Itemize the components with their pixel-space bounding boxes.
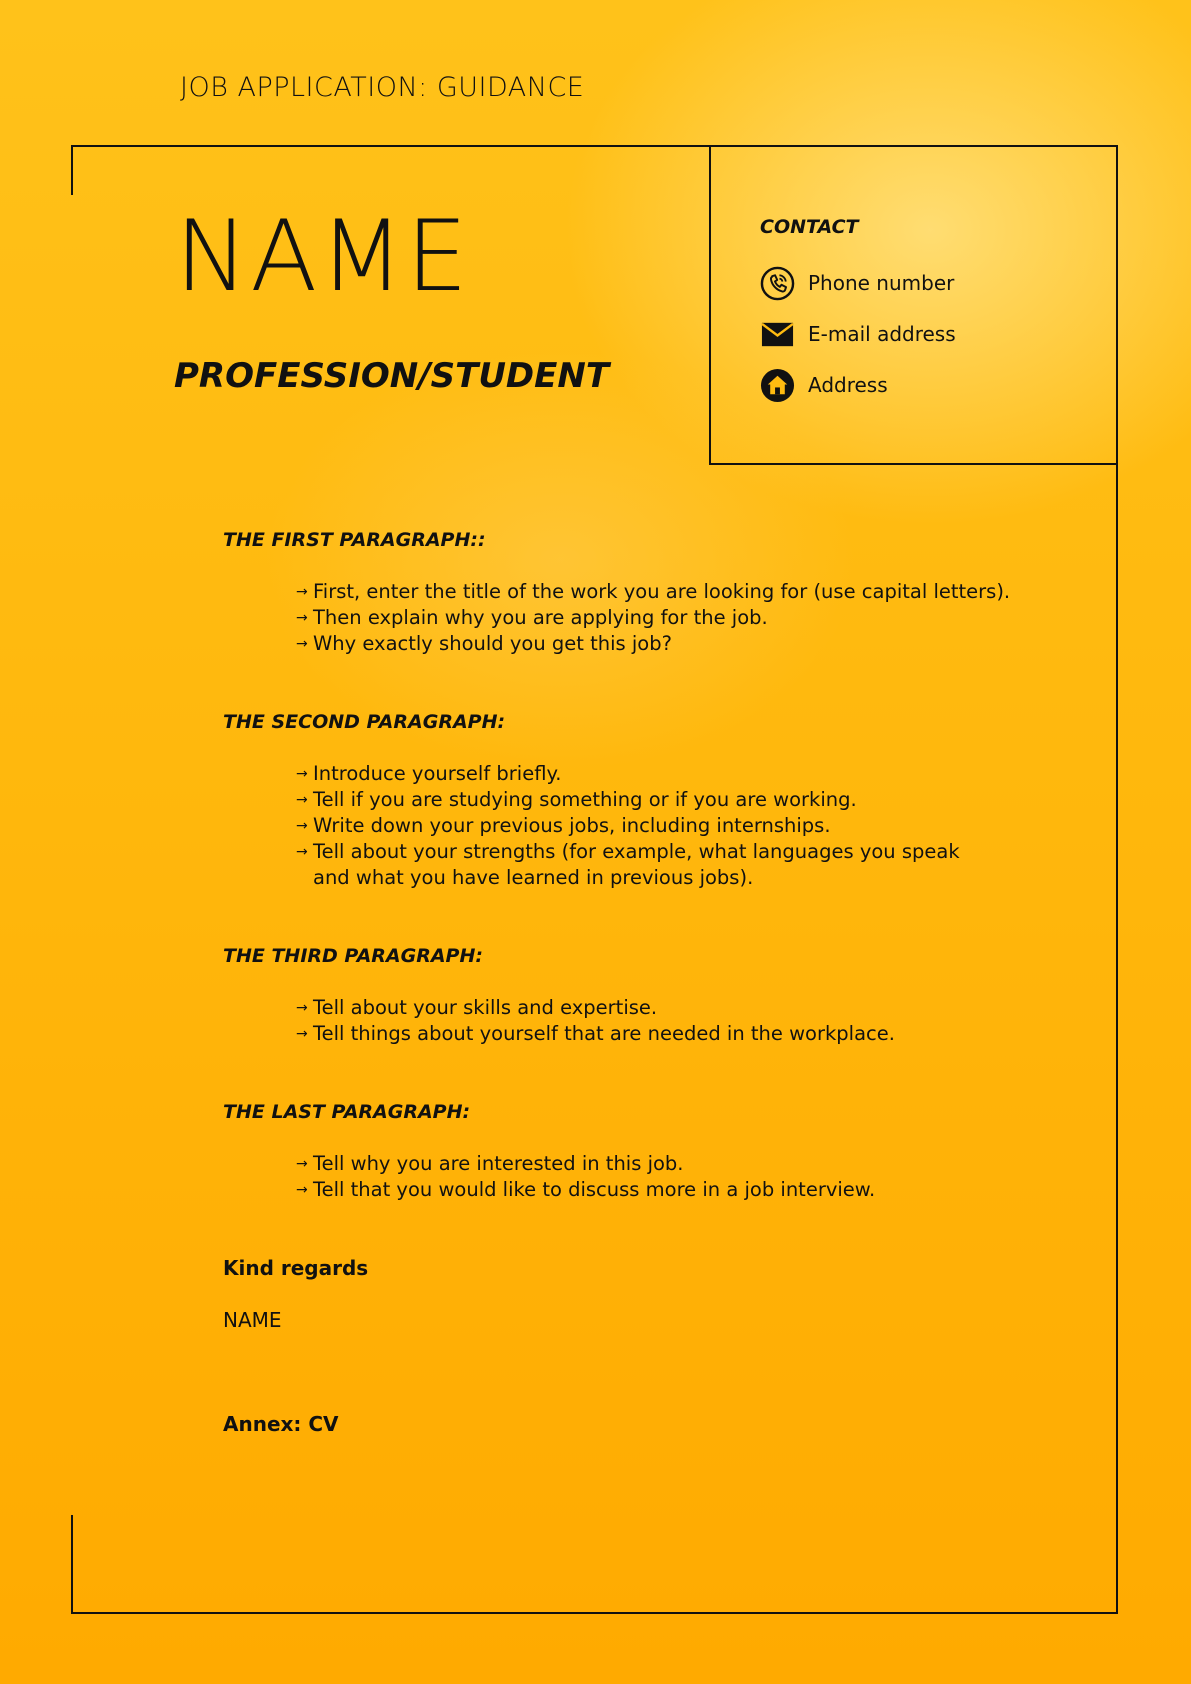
document-heading: JOB APPLICATION: GUIDANCE [180,72,585,103]
frame-left-top-line [71,145,73,195]
list-item: → Tell that you would like to discuss more in a job interview. [296,1178,876,1201]
section-heading-last: THE LAST PARAGRAPH: [223,1101,471,1123]
contact-phone-label: Phone number [808,271,955,295]
section-heading-third: THE THIRD PARAGRAPH: [223,945,483,967]
list-item: → Introduce yourself briefly. [296,762,562,785]
phone-icon [760,266,795,301]
closing-regards: Kind regards [223,1256,369,1280]
arrow-right-icon: → [296,1000,308,1016]
section-list-second [296,761,960,891]
arrow-right-icon: → [296,792,308,808]
list-item: → Then explain why you are applying for the job. [296,606,768,629]
section-heading-first: THE FIRST PARAGRAPH:: [223,529,486,551]
list-item: → Tell things about yourself that are needed in the workplace. [296,1022,895,1045]
contact-email-label: E-mail address [808,322,956,346]
arrow-right-icon: → [296,766,308,782]
home-icon [760,368,795,403]
arrow-right-icon: → [296,1182,308,1198]
contact-email [760,316,956,352]
closing-name: NAME [223,1308,282,1332]
list-item: → Write down your previous jobs, including internships. [296,814,831,837]
section-list-first [296,579,1010,657]
applicant-name: NAME [175,200,470,314]
list-item: → Why exactly should you get this job? [296,632,672,655]
arrow-right-icon: → [296,584,308,600]
frame-left-bottom-line [71,1515,73,1614]
arrow-right-icon: → [296,610,308,626]
contact-title: CONTACT [760,216,859,238]
annex-note: Annex: CV [223,1412,339,1436]
contact-phone [760,265,954,301]
section-heading-second: THE SECOND PARAGRAPH: [223,711,506,733]
list-item: → Tell about your strengths (for example, what languages you speak and what you have learned in previous jobs). [296,840,960,889]
arrow-right-icon: → [296,818,308,834]
arrow-right-icon: → [296,636,308,652]
contact-box [709,145,1118,465]
section-list-last [296,1151,875,1203]
list-item: → Tell about your skills and expertise. [296,996,658,1019]
list-item: → First, enter the title of the work you are looking for (use capital letters). [296,580,1011,603]
contact-address-label: Address [808,373,888,397]
list-item: → Tell if you are studying something or if you are working. [296,788,857,811]
arrow-right-icon: → [296,1156,308,1172]
arrow-right-icon: → [296,844,308,860]
list-item: → Tell why you are interested in this job. [296,1152,684,1175]
section-list-third [296,995,895,1047]
applicant-profession: PROFESSION/STUDENT [174,356,610,396]
mail-icon [760,317,795,352]
frame-bottom-line [71,1612,1118,1614]
contact-address [760,367,888,403]
arrow-right-icon: → [296,1026,308,1042]
